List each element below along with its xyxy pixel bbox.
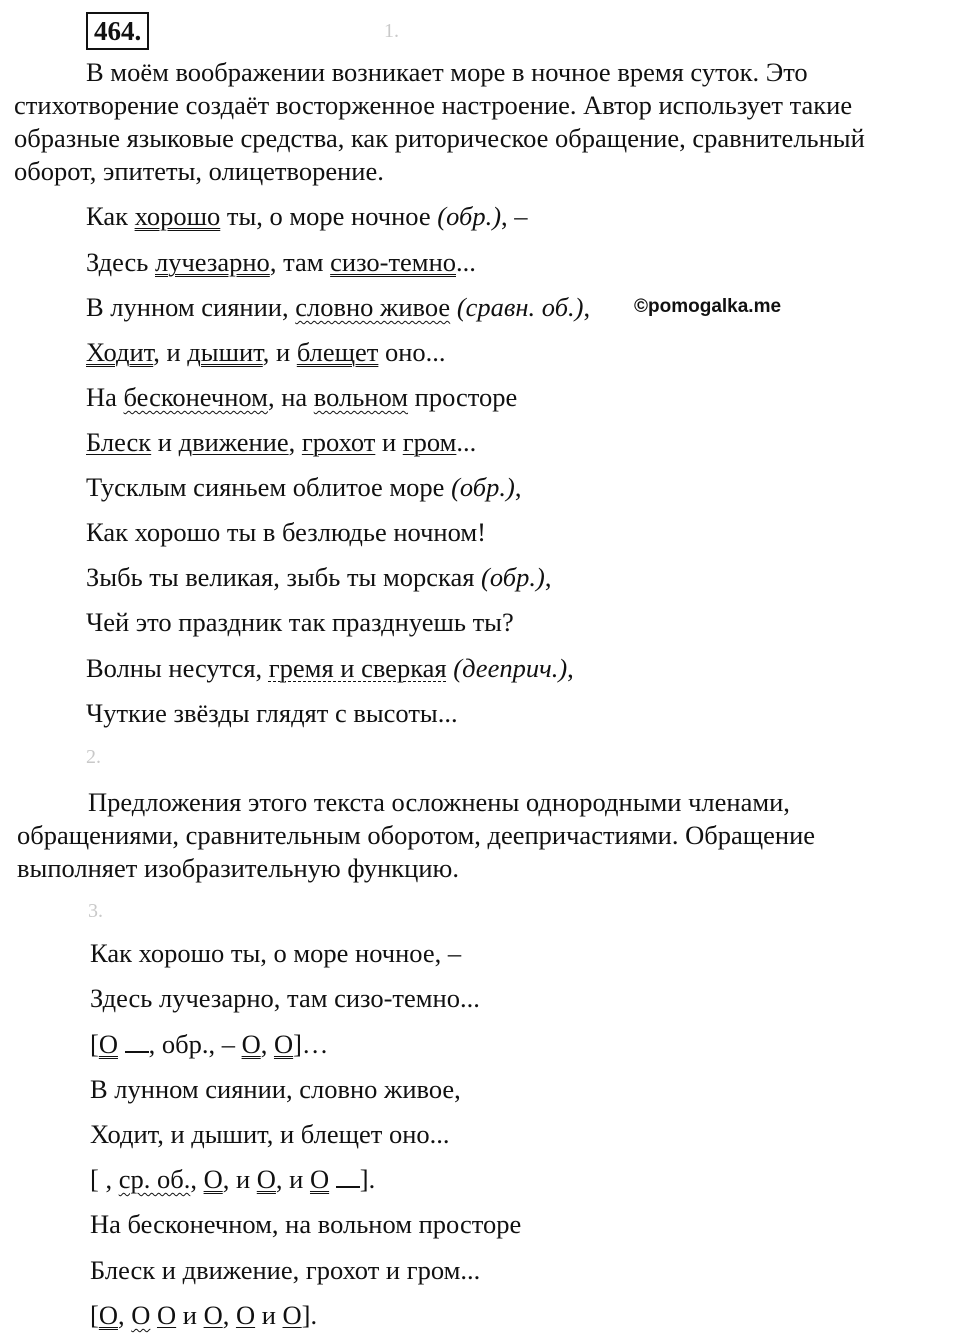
poem-line: Как хорошо ты в безлюдье ночном!	[86, 517, 486, 547]
poem-line: В лунном сиянии, словно живое,	[90, 1074, 461, 1104]
epithet-underline: вольном	[313, 382, 409, 412]
marker-1: 1.	[384, 20, 399, 42]
poem-line: Блеск и движение, грохот и гром...	[86, 427, 477, 457]
note: (дееприч.)	[453, 653, 568, 683]
sentence-scheme: [ , ср. об., О, и О, и О ].	[90, 1164, 376, 1194]
predicate-underline: блещет	[296, 337, 379, 367]
sentence-scheme: [О , обр., – О, О]…	[90, 1029, 329, 1059]
poem-line: Как хорошо ты, о море ночное (обр.), –	[86, 201, 528, 231]
intro-line: оборот, эпитеты, олицетворение.	[14, 156, 384, 186]
adverb-underline: лучезарно	[155, 247, 270, 277]
poem-line: Тусклым сияньем облитое море (обр.),	[86, 472, 522, 502]
poem-line: Ходит, и дышит, и блещет оно...	[90, 1119, 450, 1149]
poem-line: Как хорошо ты, о море ночное, –	[90, 938, 462, 968]
participle-underline: гремя и сверкая	[268, 653, 447, 683]
predicate-underline: Ходит	[86, 337, 154, 367]
epithet-underline: бесконечном	[123, 382, 268, 412]
comparative-underline: словно живое	[295, 292, 451, 322]
poem-line: На бесконечном, на вольном просторе	[90, 1209, 522, 1239]
section-2-line: Предложения этого текста осложнены однородными членами,	[88, 787, 790, 817]
poem-line: На бесконечном, на вольном просторе	[86, 382, 518, 412]
intro-line: В моём воображении возникает море в ночное время суток. Это	[86, 57, 808, 87]
sentence-scheme: [О, О О и О, О и О].	[90, 1300, 318, 1330]
predicate-underline: дышит	[187, 337, 263, 367]
intro-line: стихотворение создаёт восторженное настроение. Автор использует такие	[14, 90, 853, 120]
poem-line: Зыбь ты великая, зыбь ты морская (обр.),	[86, 562, 552, 592]
note: (обр.)	[437, 201, 502, 231]
note: (обр.)	[451, 472, 515, 502]
section-2-line: обращениями, сравнительным оборотом, деепричастиями. Обращение	[17, 820, 816, 850]
section-2-line: выполняет изобразительную функцию.	[17, 853, 459, 883]
poem-line: Блеск и движение, грохот и гром...	[90, 1255, 481, 1285]
note: (обр.)	[481, 562, 545, 592]
subject-blank	[336, 1164, 360, 1188]
watermark: ©pomogalka.me	[634, 296, 782, 317]
poem-line: Здесь лучезарно, там сизо-темно...	[90, 983, 480, 1013]
adverb-underline: сизо-темно	[330, 247, 456, 277]
poem-line: Волны несутся, гремя и сверкая (дееприч.),	[86, 653, 574, 683]
adverb-underline: хорошо	[134, 201, 221, 231]
poem-line: В лунном сиянии, словно живое (сравн. об.),	[86, 292, 591, 322]
subject-underline: Блеск	[86, 427, 152, 457]
marker-2: 2.	[86, 746, 101, 768]
poem-line: Чуткие звёзды глядят с высоты...	[86, 698, 458, 728]
exercise-number: 464.	[86, 12, 149, 50]
note: (сравн. об.)	[456, 292, 584, 322]
subject-underline: грохот	[301, 427, 376, 457]
poem-line: Здесь лучезарно, там сизо-темно...	[86, 247, 476, 277]
subject-underline: гром	[402, 427, 457, 457]
poem-line: Ходит, и дышит, и блещет оно...	[86, 337, 446, 367]
subject-underline: движение	[178, 427, 289, 457]
marker-3: 3.	[88, 900, 103, 922]
poem-line: Чей это праздник так празднуешь ты?	[86, 607, 514, 637]
intro-line: образные языковые средства, как риторическое обращение, сравнительный	[14, 123, 865, 153]
subject-blank	[125, 1029, 149, 1053]
